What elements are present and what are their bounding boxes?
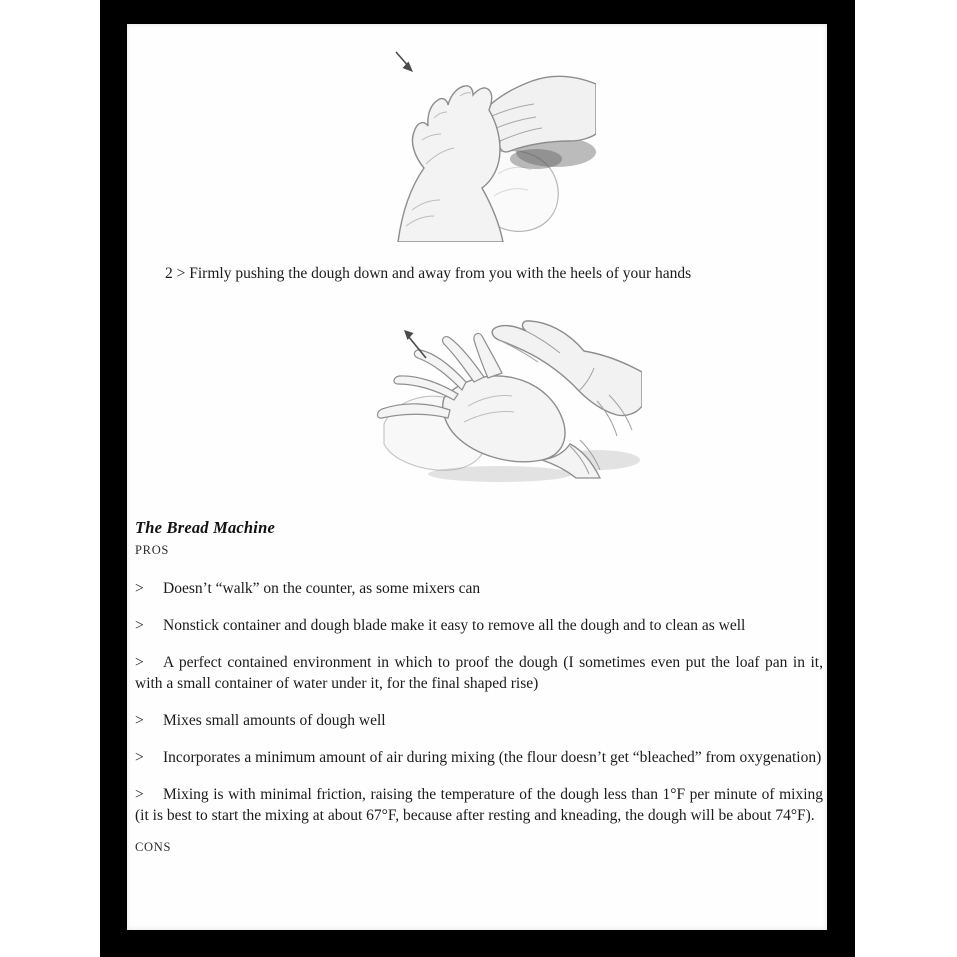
pros-item [135,710,823,731]
pros-item [135,747,823,768]
pros-item-text: Nonstick container and dough blade make it easy to remove all the dough and to clean as well [163,617,746,634]
section-title: The Bread Machine [135,518,275,537]
bullet-glyph: > [135,749,144,766]
bread-machine-section [135,518,823,855]
pros-item [135,784,823,826]
pros-item-text: A perfect contained environment in which to proof the dough (I sometimes even put the loaf pan in it, with a small container of water under it, for the final shaped rise) [135,654,823,692]
pros-item-text: Mixing is with minimal friction, raising the temperature of the dough less than 1°F per minute of mixing (it is best to start the mixing at about 67°F, because after resting and kneading, the dough will be about 74°F). [135,786,823,824]
page-black-border [100,0,855,957]
pros-item [135,652,823,694]
cons-label: CONS [135,840,172,854]
pros-item-text: Mixes small amounts of dough well [163,712,386,729]
pros-item-text: Doesn’t “walk” on the counter, as some mixers can [163,580,481,597]
arrow-down-right-icon [396,52,413,72]
bullet-glyph: > [135,786,144,803]
kneading-fold-sketch [350,306,642,491]
bullet-glyph: > [135,712,144,729]
bullet-glyph: > [135,617,144,634]
pros-item [135,578,823,599]
pros-item [135,615,823,636]
figure-kneading-fold [350,306,642,491]
bullet-glyph: > [135,654,144,671]
kneading-push-sketch [368,42,596,242]
pros-label: PROS [135,543,170,557]
figure-caption: 2 > Firmly pushing the dough down and away from you with the heels of your hands [165,265,692,282]
book-page [127,24,827,930]
bullet-glyph: > [135,580,144,597]
pros-item-text: Incorporates a minimum amount of air during mixing (the flour doesn’t get “bleached” from oxygenation) [163,749,822,766]
figure-kneading-push [368,42,596,242]
